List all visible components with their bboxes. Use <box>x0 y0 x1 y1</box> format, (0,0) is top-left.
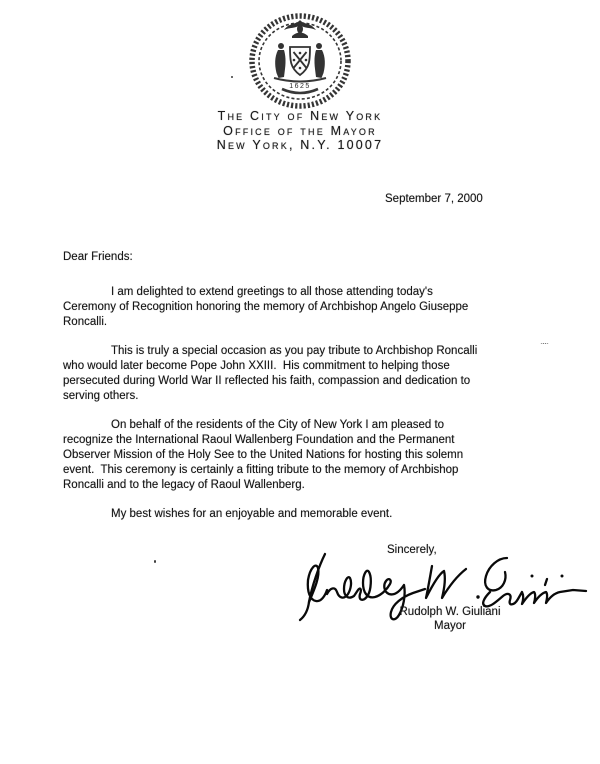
letter-line: recognize the International Raoul Wallenberg Foundation and the Permanent <box>63 434 455 446</box>
paragraph-2 <box>63 344 547 404</box>
paragraph-4 <box>63 507 547 522</box>
letterhead <box>0 109 600 153</box>
letter-body <box>63 250 547 522</box>
closing: Sincerely, <box>387 544 437 556</box>
eagle-crest <box>284 20 316 38</box>
letter-line: Ceremony of Recognition honoring the memory of Archbishop Angelo Giuseppe <box>63 301 469 313</box>
paragraph-1 <box>63 285 547 330</box>
scan-speck <box>231 76 233 78</box>
letter-line: I am delighted to extend greetings to all those attending today's <box>111 286 433 298</box>
letter-line: Roncalli. <box>63 316 108 328</box>
letterhead-line-office: Office of the Mayor <box>223 123 377 138</box>
letter-line: Roncalli and to the legacy of Raoul Wallenberg. <box>63 479 305 491</box>
letter-line: This is truly a special occasion as you pay tribute to Archbishop Roncalli <box>111 345 478 357</box>
letterhead-line-city: The City of New York <box>217 109 383 123</box>
letter-line: event. This ceremony is certainly a fitting tribute to the memory of Archbishop <box>63 464 459 476</box>
seal-shield <box>290 47 310 75</box>
letter-line: My best wishes for an enjoyable and memorable event. <box>111 508 393 520</box>
scan-speck <box>154 560 156 563</box>
letter-date: September 7, 2000 <box>385 193 483 205</box>
scan-speck <box>540 342 549 344</box>
paragraph-3 <box>63 418 547 493</box>
city-seal-icon <box>248 13 352 109</box>
salutation: Dear Friends: <box>63 251 133 263</box>
signer-name: Rudolph W. Giuliani <box>399 606 501 618</box>
signer-title: Mayor <box>434 619 466 632</box>
letter-line: On behalf of the residents of the City of New York I am pleased to <box>111 419 445 431</box>
letterhead-line-address: New York, N.Y. 10007 <box>216 138 384 153</box>
signer-block <box>330 606 570 633</box>
letter-line: who would later become Pope John XXIII. His commitment to helping those <box>63 360 450 372</box>
letter-line: persecuted during World War II reflected his faith, compassion and dedication to <box>63 375 471 387</box>
nyc-city-seal <box>248 13 352 109</box>
letter-line: serving others. <box>63 390 139 402</box>
seal-year: 1625 <box>289 83 311 90</box>
letter-line: Observer Mission of the Holy See to the United Nations for hosting this solemn <box>63 449 464 461</box>
